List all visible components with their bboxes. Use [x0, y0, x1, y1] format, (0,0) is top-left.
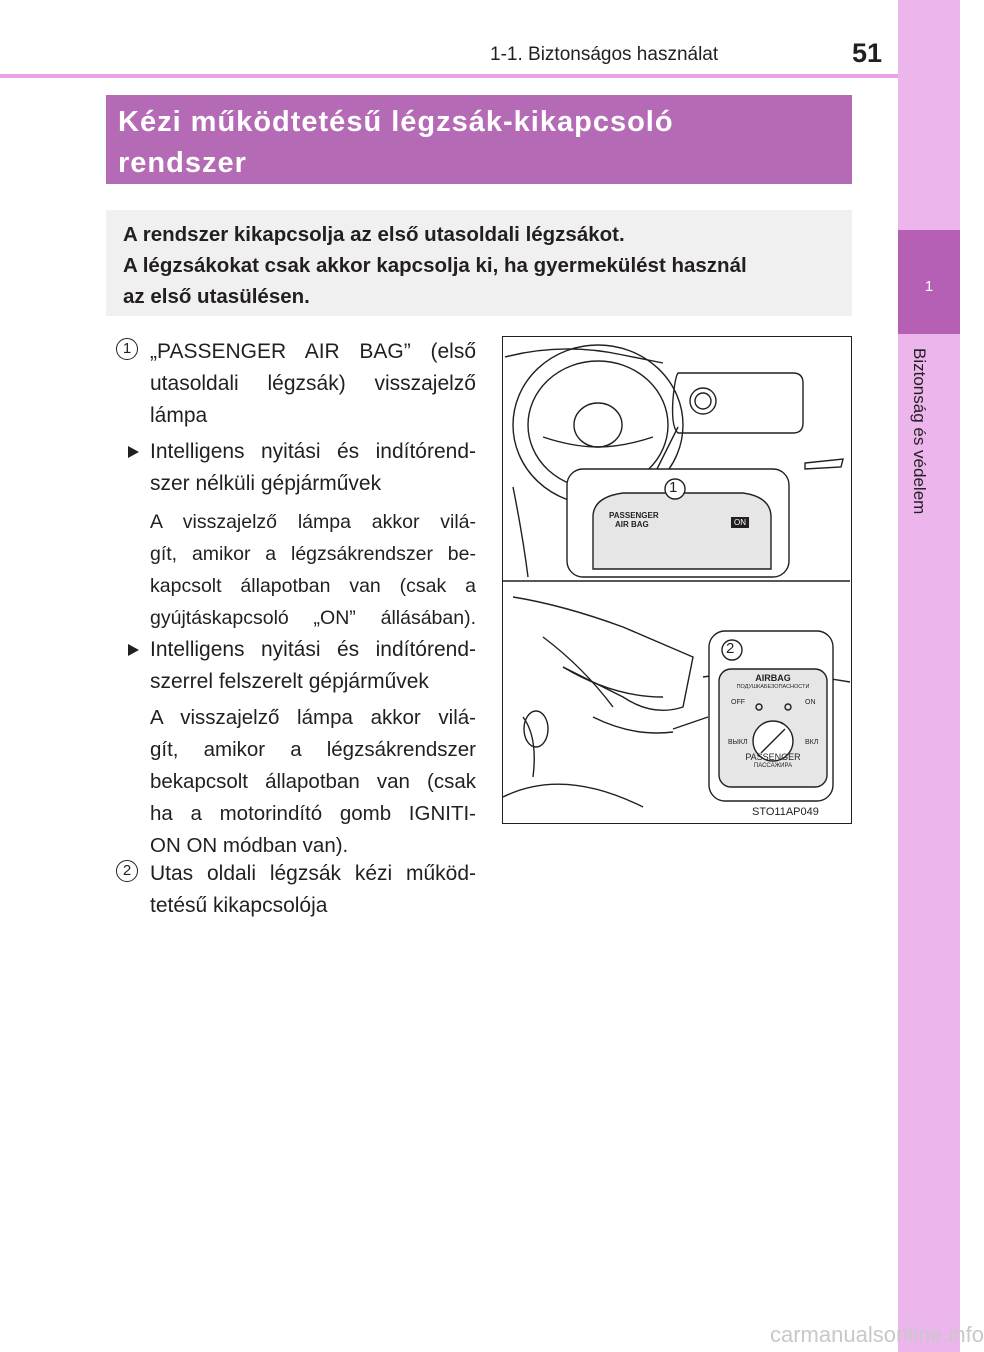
item-2-line: Utas oldali légzsák kézi működ-	[150, 862, 476, 885]
bullet-2-desc-line: bekapcsolt állapotban van (csak	[150, 770, 476, 793]
bullet-1-desc-line: kapcsolt állapotban van (csak a	[150, 575, 476, 597]
item-2-line: tetésű kikapcsolója	[150, 894, 328, 917]
figure-callout-2: 2	[726, 640, 735, 657]
item-1-line: „PASSENGER AIR BAG” (első	[150, 340, 476, 363]
page-number: 51	[852, 38, 883, 68]
item-1-line: lámpa	[150, 404, 208, 427]
bullet-2-line: szerrel felszerelt gépjárművek	[150, 670, 429, 693]
bullet-1-line: Intelligens nyitási és indítórend-	[150, 440, 476, 463]
switch-passenger-label: PASSENGER	[745, 752, 801, 762]
figure-code: STO11AP049	[752, 806, 819, 818]
lamp-label	[609, 511, 659, 529]
switch-off-label: OFF	[731, 699, 745, 706]
chapter-side-tab	[898, 0, 960, 1352]
item-2-number-icon: 2	[116, 860, 138, 882]
item-1-number-icon: 1	[116, 338, 138, 360]
intro-line-3: az első utasülésen.	[123, 285, 310, 308]
lamp-label-line-1: PASSENGER	[609, 511, 659, 520]
intro-box	[106, 210, 852, 316]
header-rule	[0, 74, 898, 78]
lamp-label-line-2: AIR BAG	[615, 520, 649, 529]
item-1-line: utasoldali légzsák) visszajelző	[150, 372, 476, 395]
dashboard-illustration	[502, 336, 852, 824]
intro-line-2: A légzsákokat csak akkor kapcsolja ki, ha gyermekülést használ	[123, 254, 747, 277]
item-1-text	[150, 336, 476, 432]
heading-line-1: Kézi működtetésű légzsák-kikapcsoló	[118, 106, 674, 138]
switch-off-ru-label: ВЫКЛ	[728, 739, 748, 746]
figure-callout-1: 1	[669, 479, 678, 496]
section-title: 1-1. Biztonságos használat	[490, 44, 719, 65]
switch-passenger-ru-label: ПАССАЖИРА	[753, 763, 793, 769]
bullet-1-desc-line: gyújtáskapcsoló „ON” állásában).	[150, 607, 476, 629]
switch-airbag-label: AIRBAG	[755, 673, 791, 683]
switch-on-label: ON	[805, 699, 816, 706]
bullet-1-desc-line: gít, amikor a légzsákrendszer be-	[150, 543, 476, 565]
item-2-text	[150, 858, 476, 922]
switch-on-ru-label: ВКЛ	[805, 739, 819, 746]
watermark: carmanualsonline.info	[770, 1322, 984, 1347]
page-heading	[106, 95, 852, 184]
bullet-triangle-icon	[128, 446, 139, 458]
bullet-2-desc-line: ha a motorindító gomb IGNITI-	[150, 802, 476, 825]
lamp-on-badge: ON	[731, 517, 749, 528]
bullet-2-line: Intelligens nyitási és indítórend-	[150, 638, 476, 661]
bullet-2-desc-line: A visszajelző lámpa akkor vilá-	[150, 706, 476, 729]
bullet-1-description	[150, 506, 476, 634]
switch-airbag-ru-label: ПОДУШКАБЕЗОПАСНОСТИ	[736, 684, 810, 690]
bullet-1-heading	[150, 436, 476, 500]
heading-line-2: rendszer	[118, 147, 247, 179]
bullet-2-heading	[150, 634, 476, 698]
bullet-2-description	[150, 702, 476, 862]
intro-line-1: A rendszer kikapcsolja az első utasoldali légzsákot.	[123, 223, 625, 246]
bullet-2-desc-line: gít, amikor a légzsákrendszer	[150, 738, 476, 761]
chapter-number: 1	[924, 278, 934, 295]
chapter-title: Biztonság és védelem	[910, 348, 929, 515]
illustration-drawing	[503, 337, 850, 822]
bullet-2-desc-line: ON ON módban van).	[150, 834, 349, 857]
bullet-1-line: szer nélküli gépjárművek	[150, 472, 382, 495]
bullet-triangle-icon	[128, 644, 139, 656]
bullet-1-desc-line: A visszajelző lámpa akkor vilá-	[150, 511, 476, 533]
